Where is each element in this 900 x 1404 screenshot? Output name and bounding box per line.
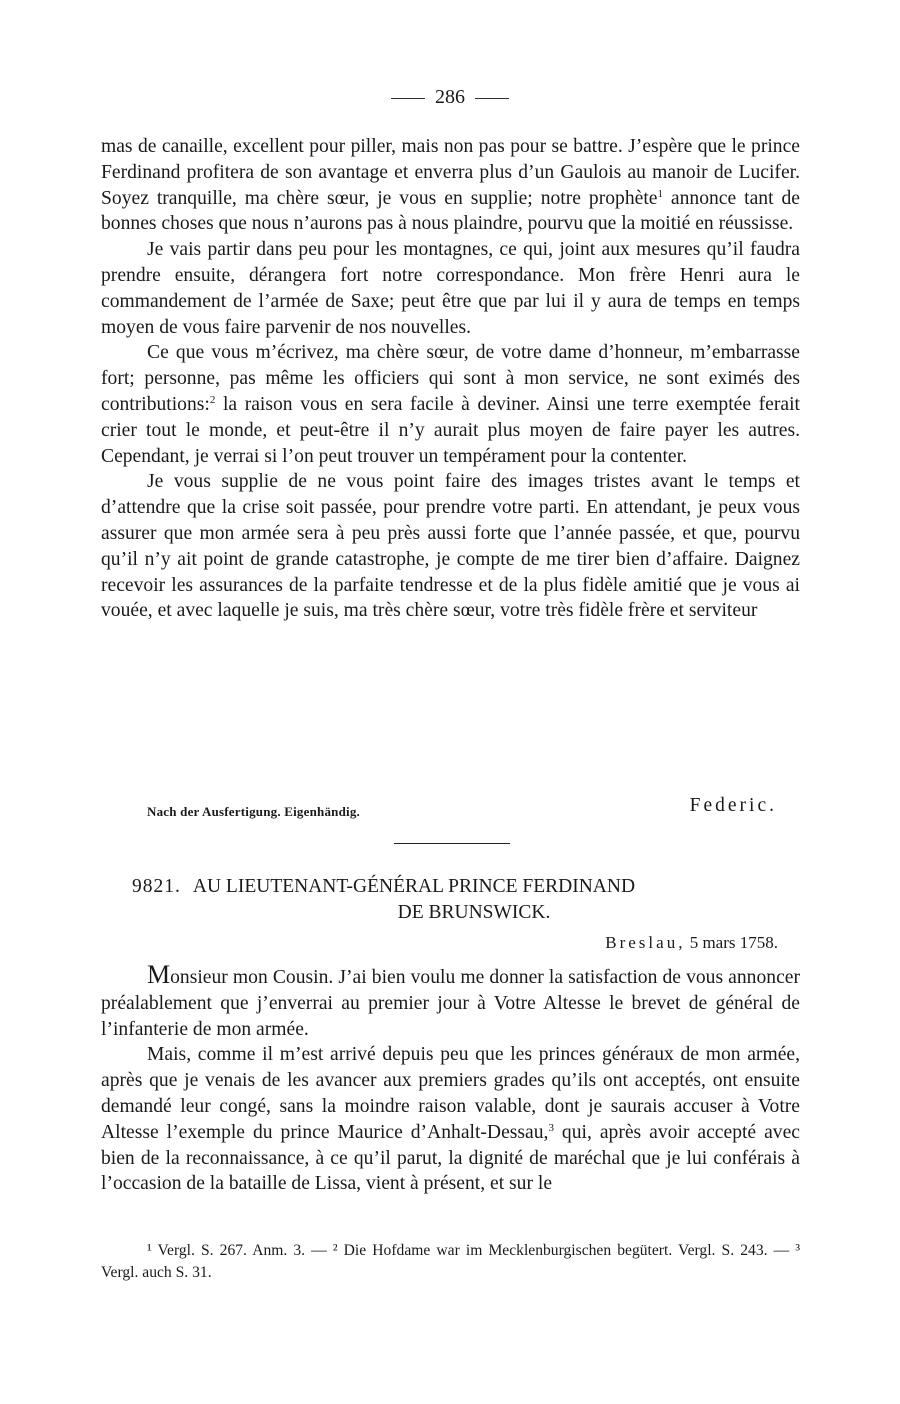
page-header — [0, 86, 900, 109]
letter2-paragraph-2: Mais, comme il m’est arrivé depuis peu que les princes généraux de mon armée, après que je venais de les avancer aux premiers grades qu’ils ont acceptés, ont ensuite demandé leur congé, sans la moindre raison valable, dont je saurais accuser à Votre Altesse l’exemple du prince Maurice d’Anhalt-Dessau,$^3$ qui, après avoir accepté avec bien de la reconnaissance, à ce qu’il parut, la dignité de maréchal que je lui conférais à l’occasion de la bataille de Lissa, vient à présent, et sur le — [101, 1044, 800, 1195]
header-dash-left — [391, 98, 425, 99]
header-dash-right — [475, 98, 509, 99]
closing-row — [147, 793, 777, 823]
initial-letter: M — [147, 960, 171, 989]
letter-title-line2: DE BRUNSWICK. — [397, 902, 551, 923]
letter1-paragraph-4: Je vous supplie de ne vous point faire des images tristes avant le temps et d’attendre que la crise soit passée, pour prendre votre parti. En attendant, je peux vous assurer que mon armée sera à peu près aussi forte que l’année passée, et que, pourvu qu’il n’y ait point de grande catastrophe, je compte de me tirer bien d’affaire. Daignez recevoir les assurances de la parfaite tendresse et de la plus fidèle amitié que je vous ai vouée, et avec laquelle je suis, ma très chère sœur, votre très fidèle frère et serviteur — [101, 471, 800, 622]
letter-title-line1: AU LIEUTENANT-GÉNÉRAL PRINCE FERDINAND — [192, 876, 636, 897]
signature: Federic. — [689, 795, 777, 816]
letter1-body — [101, 134, 800, 624]
letter1-paragraph-2: Je vais partir dans peu pour les montagnes, ce qui, joint aux mesures qu’il faudra prendre ensuite, dérangera fort notre correspondance. Mon frère Henri aura le commandement de l’armée de Saxe; peut être que par lui il y aura de temps en temps moyen de vous faire parvenir de nos nouvelles. — [101, 239, 800, 338]
letter-number: 9821. — [132, 876, 181, 897]
source-note: Nach der Ausfertigung. Eigenhändig. — [147, 804, 360, 819]
letter1-paragraph-1: mas de canaille, excellent pour piller, mais non pas pour se battre. J’espère que le prince Ferdinand profitera de son avantage et enverra plus d’un Gaulois au manoir de Lucifer. Soyez tranquille, ma chère sœur, je vous en supplie; notre prophète$^1$ annonce tant de bonnes choses que nous n’aurons pas à nous plaindre, pourvu que la moitié en réussisse. — [101, 136, 800, 235]
letter1-paragraph-3: Ce que vous m’écrivez, ma chère sœur, de votre dame d’honneur, m’embarrasse fort; personne, pas même les officiers qui sont à mon service, ne sont eximés des contributions:$^2$ la raison vous en sera facile à deviner. Ainsi une terre exemptée ferait crier tout le monde, et peut-être il n’y aurait plus moyen de faire payer les autres. Cependant, je verrai si l’on peut trouver un tempérament pour la contenter. — [101, 342, 800, 467]
dateline-date: 5 mars 1758. — [689, 933, 778, 952]
dateline — [605, 933, 778, 953]
section-divider — [394, 843, 510, 844]
page-number: 286 — [435, 86, 465, 108]
letter2-body — [101, 962, 800, 1197]
dateline-place: Breslau, — [605, 933, 686, 952]
letter2-heading — [132, 874, 772, 926]
footnote-mark: 1 — [657, 187, 663, 200]
footnote-text: ¹ Vergl. S. 267. Anm. 3. — ² Die Hofdame war im Mecklenburgischen begütert. Vergl. S. 243. — ³ Vergl. auch S. 31. — [101, 1242, 800, 1281]
footnote-mark: 3 — [548, 1121, 554, 1134]
footnotes — [101, 1240, 800, 1284]
footnote-mark: 2 — [209, 393, 216, 406]
letter2-paragraph-1: Monsieur mon Cousin. J’ai bien voulu me donner la satisfaction de vous annoncer préalablement que j’enverrai au premier jour à Votre Altesse le brevet de général de l’infanterie de mon armée. — [101, 960, 800, 1040]
